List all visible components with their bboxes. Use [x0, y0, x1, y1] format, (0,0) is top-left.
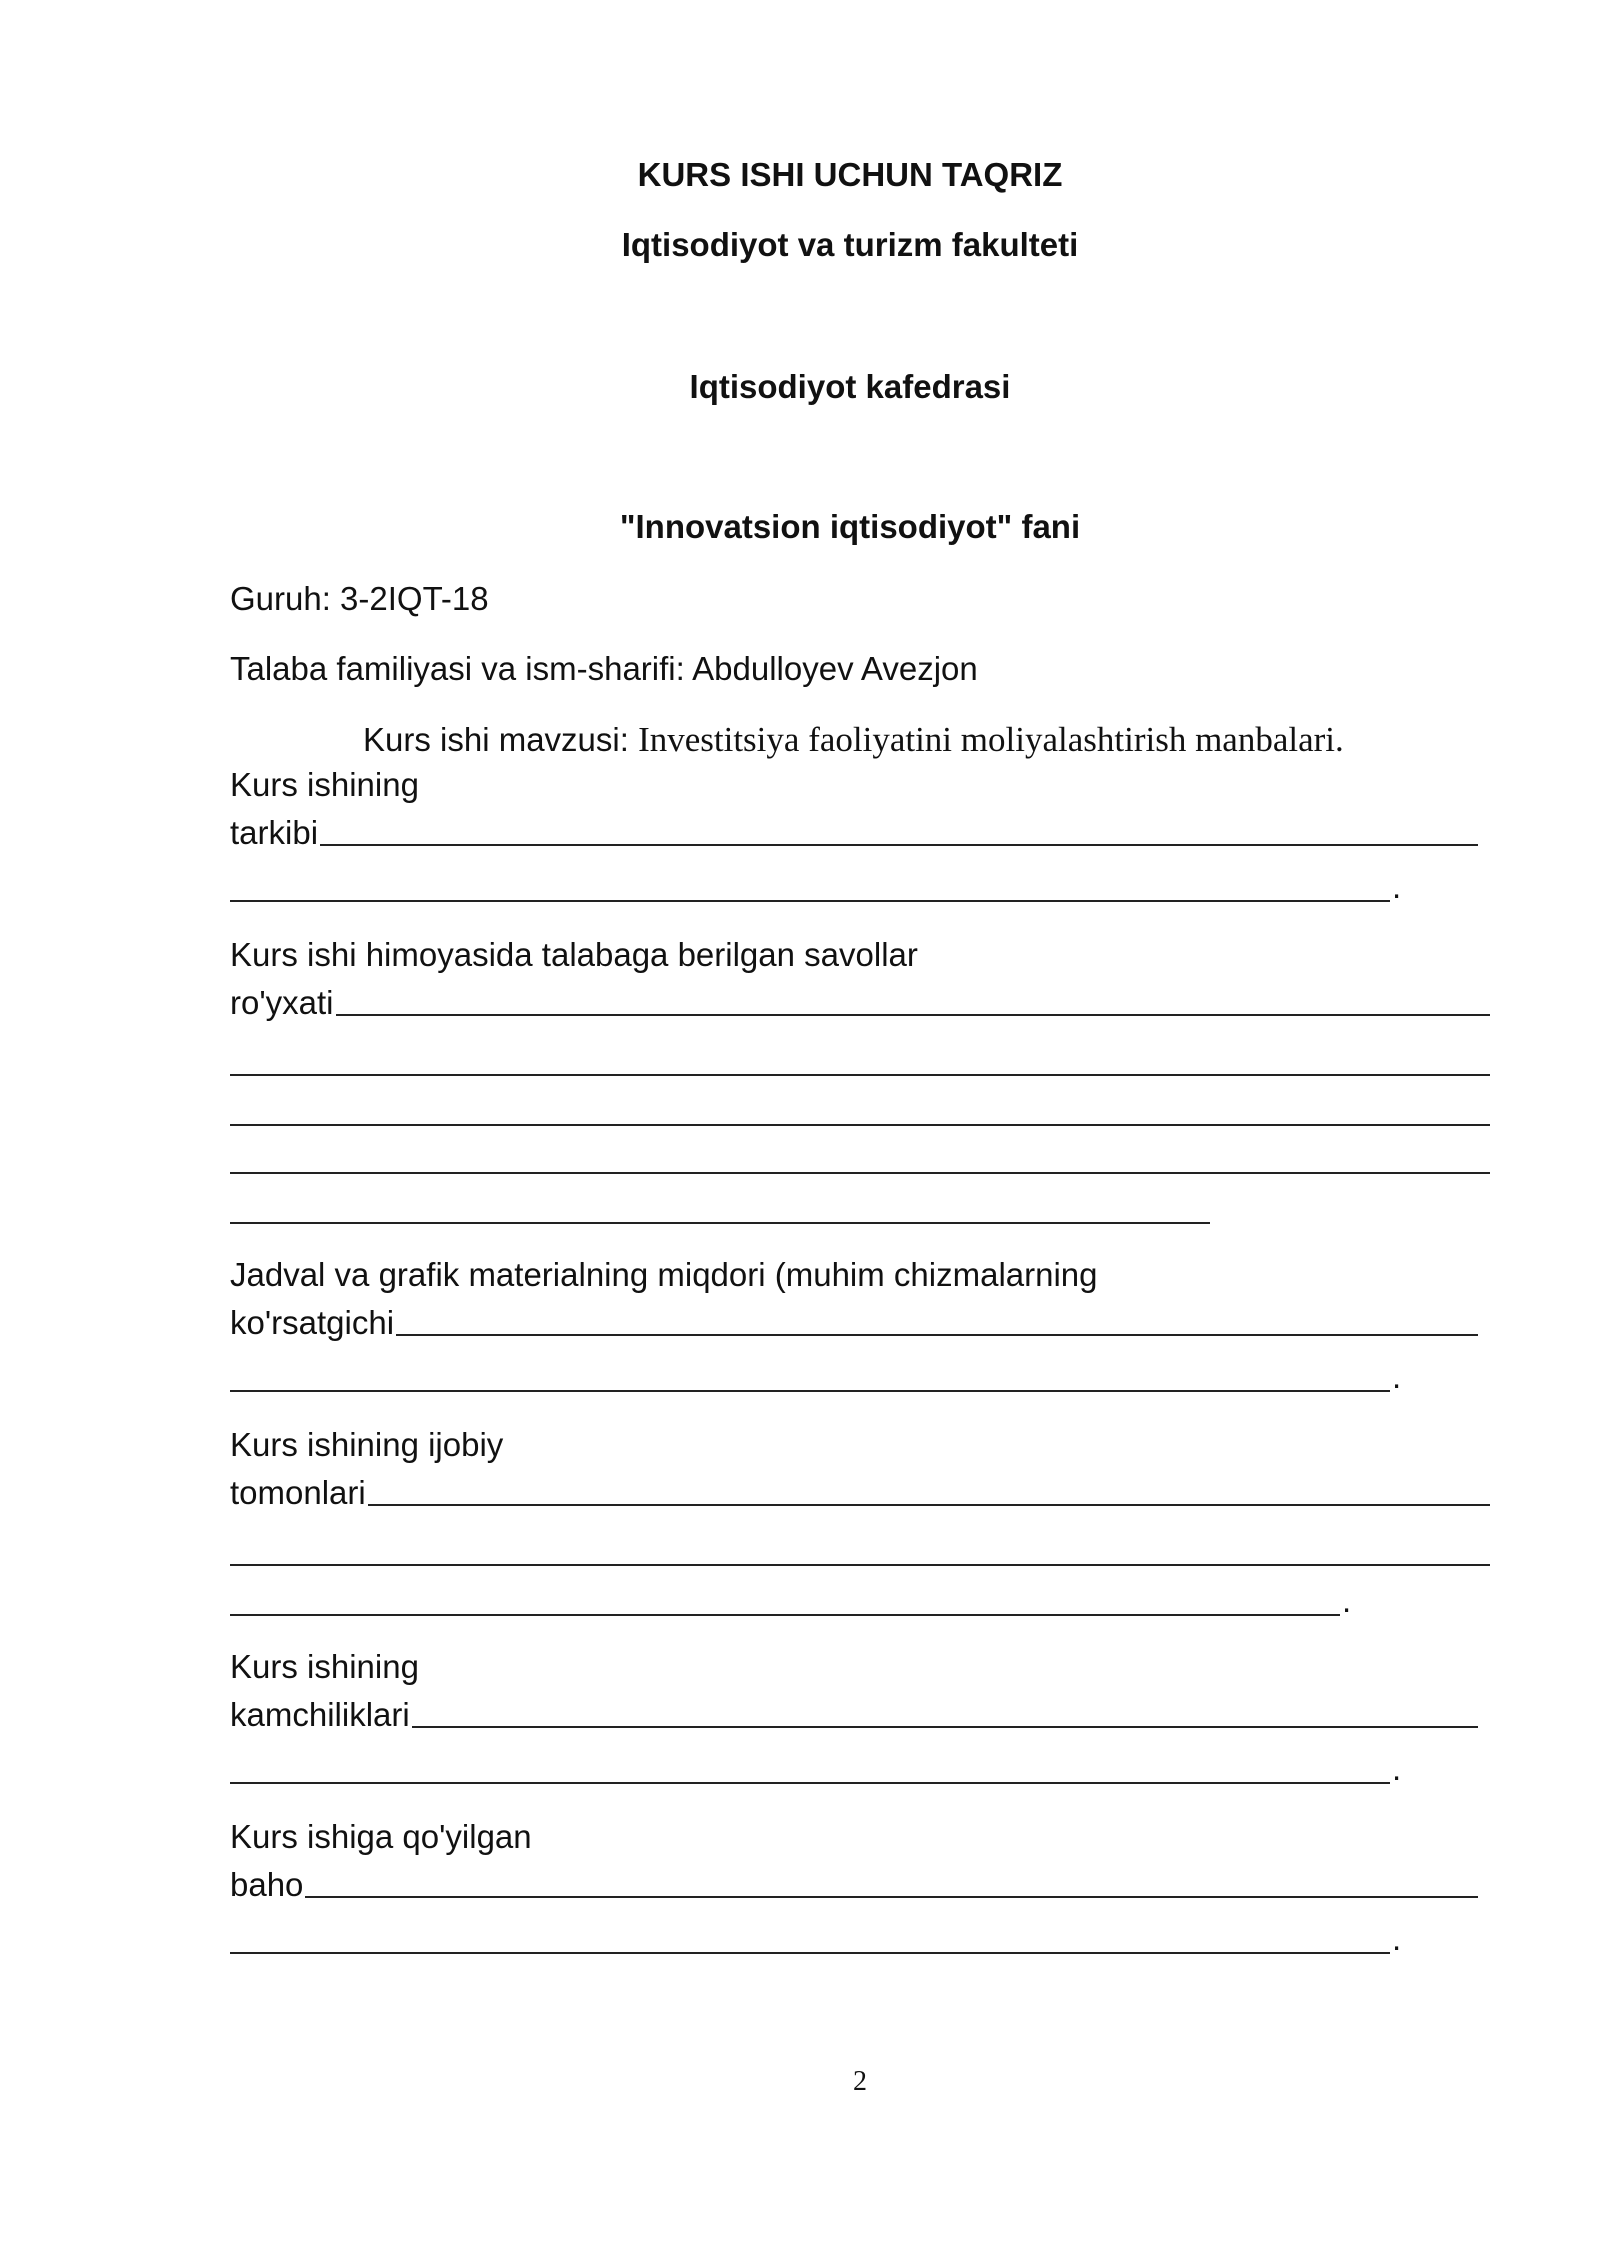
- composition-label: Kurs ishining: [230, 766, 419, 803]
- composition-field-label: tarkibi: [230, 814, 319, 851]
- fill-line[interactable]: [230, 1614, 1340, 1616]
- shortcomings-field-label: kamchiliklari: [230, 1696, 410, 1733]
- topic-line: [363, 720, 1344, 760]
- student-line: Talaba familiyasi va ism-sharifi: Abdulloyev Avezjon: [230, 650, 978, 687]
- topic-label: Kurs ishi mavzusi:: [363, 721, 639, 758]
- fill-line[interactable]: [230, 1390, 1390, 1392]
- questions-field[interactable]: [230, 982, 1490, 1022]
- shortcomings-label: Kurs ishining: [230, 1648, 419, 1685]
- fill-line[interactable]: [230, 1124, 1490, 1126]
- grade-label: Kurs ishiga qo'yilgan: [230, 1818, 532, 1855]
- tables-label: Jadval va grafik materialning miqdori (muhim chizmalarning: [230, 1256, 1098, 1293]
- questions-field-label: ro'yxati: [230, 984, 334, 1021]
- positive-field-label: tomonlari: [230, 1474, 366, 1511]
- fill-line[interactable]: [230, 1222, 1210, 1224]
- document-title: KURS ISHI UCHUN TAQRIZ: [637, 156, 1063, 193]
- page-number: 2: [853, 2066, 867, 2097]
- shortcomings-field[interactable]: [230, 1694, 1478, 1734]
- fill-line: [412, 1726, 1478, 1728]
- fill-line[interactable]: [230, 1172, 1490, 1174]
- line-end-period: .: [1342, 1582, 1352, 1619]
- fill-line: [368, 1504, 1490, 1506]
- grade-field-label: baho: [230, 1866, 304, 1903]
- fill-line: [305, 1896, 1478, 1898]
- topic-value: Investitsiya faoliyatini moliyalashtirish manbalari.: [638, 720, 1344, 759]
- fill-line[interactable]: [230, 1564, 1490, 1566]
- fill-line[interactable]: [230, 1074, 1490, 1076]
- positive-field[interactable]: [230, 1472, 1490, 1512]
- positive-label: Kurs ishining ijobiy: [230, 1426, 504, 1463]
- questions-label: Kurs ishi himoyasida talabaga berilgan savollar: [230, 936, 918, 973]
- fill-line: [396, 1334, 1478, 1336]
- fill-line: [336, 1014, 1491, 1016]
- fill-line[interactable]: [230, 1952, 1390, 1954]
- department-heading: Iqtisodiyot kafedrasi: [689, 368, 1011, 405]
- composition-field[interactable]: [230, 812, 1478, 852]
- fill-line: [320, 844, 1478, 846]
- line-end-period: .: [1392, 868, 1402, 905]
- fill-line[interactable]: [230, 1782, 1390, 1784]
- grade-field[interactable]: [230, 1864, 1478, 1904]
- tables-field[interactable]: [230, 1302, 1478, 1342]
- subject-heading: "Innovatsion iqtisodiyot" fani: [619, 508, 1081, 545]
- faculty-heading: Iqtisodiyot va turizm fakulteti: [621, 226, 1079, 263]
- line-end-period: .: [1392, 1920, 1402, 1957]
- line-end-period: .: [1392, 1750, 1402, 1787]
- group-line: Guruh: 3-2IQT-18: [230, 580, 489, 617]
- tables-field-label: ko'rsatgichi: [230, 1304, 395, 1341]
- line-end-period: .: [1392, 1358, 1402, 1395]
- fill-line[interactable]: [230, 900, 1390, 902]
